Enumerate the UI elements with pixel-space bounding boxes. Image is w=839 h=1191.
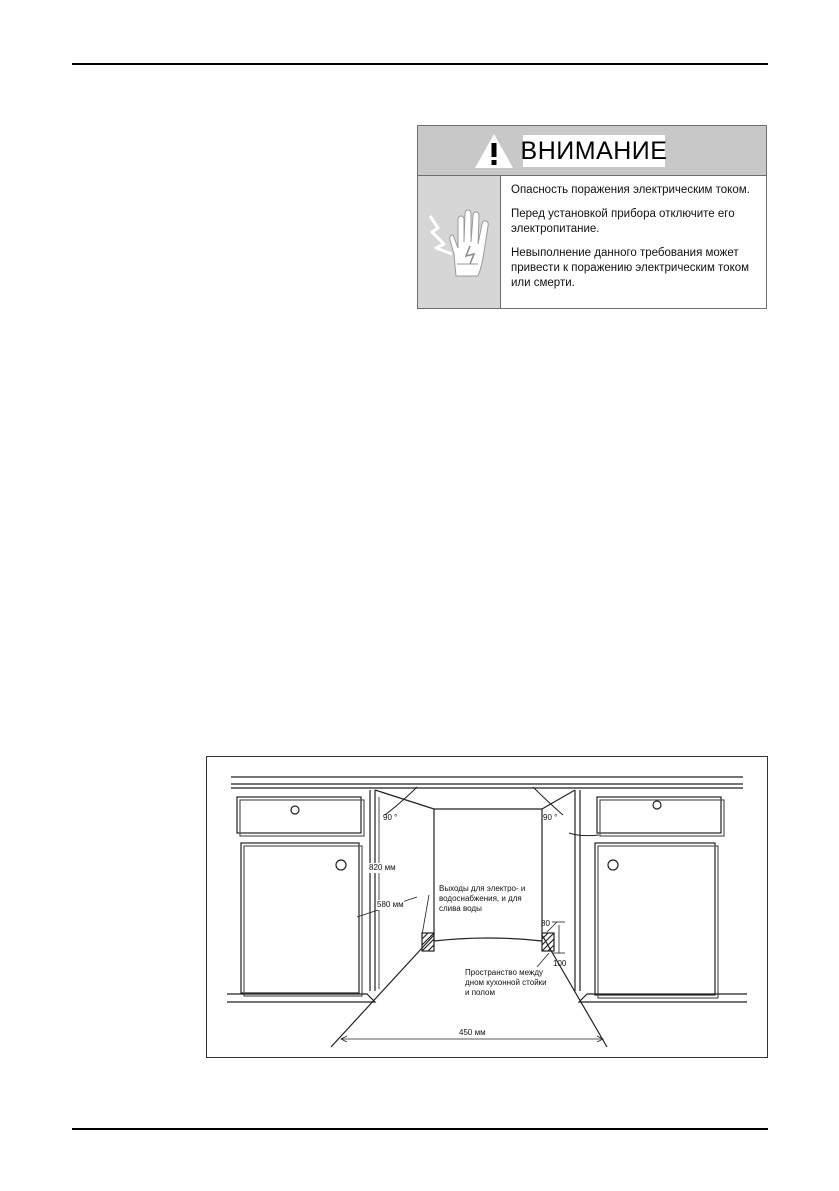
electric-shock-hand-icon [426,204,498,282]
space-label-line-3: и полом [465,988,496,997]
outlets-label-line-1: Выходы для электро- и [439,884,526,893]
outlets-label [439,884,525,914]
warning-title: ВНИМАНИЕ [520,136,668,165]
warning-header [418,126,766,176]
warning-triangle-icon [474,133,514,169]
angle-right-label: 90 ° [543,813,558,822]
height-dimension-label: 820 мм [369,863,396,872]
warning-box [417,125,767,309]
dimension-80-label: 80 [541,919,550,928]
space-label [465,968,547,998]
angle-left-label: 90 ° [383,813,398,822]
warning-title-box [520,135,668,167]
space-label-line-2: дном кухонной стойки [465,978,547,987]
warning-line-3: Невыполнение данного требования может привести к поражению электрическим током или смерти. [511,247,750,289]
warning-line-1: Опасность поражения электрическим током. [511,184,750,196]
footer-rule [72,1128,768,1130]
outlets-label-line-2: водоснабжения, и для [439,894,522,903]
warning-icon-panel [418,176,501,308]
outlets-label-line-3: слива воды [439,904,482,913]
width-dimension-label: 450 мм [459,1028,486,1037]
header-rule [72,63,768,65]
installation-diagram [206,756,768,1058]
depth-dimension-label: 580 мм [377,900,404,909]
warning-line-2: Перед установкой прибора отключите его электропитание. [511,208,735,235]
space-label-line-1: Пространство между [465,968,544,977]
warning-text [511,183,763,300]
dimension-100-label: 100 [553,959,567,968]
